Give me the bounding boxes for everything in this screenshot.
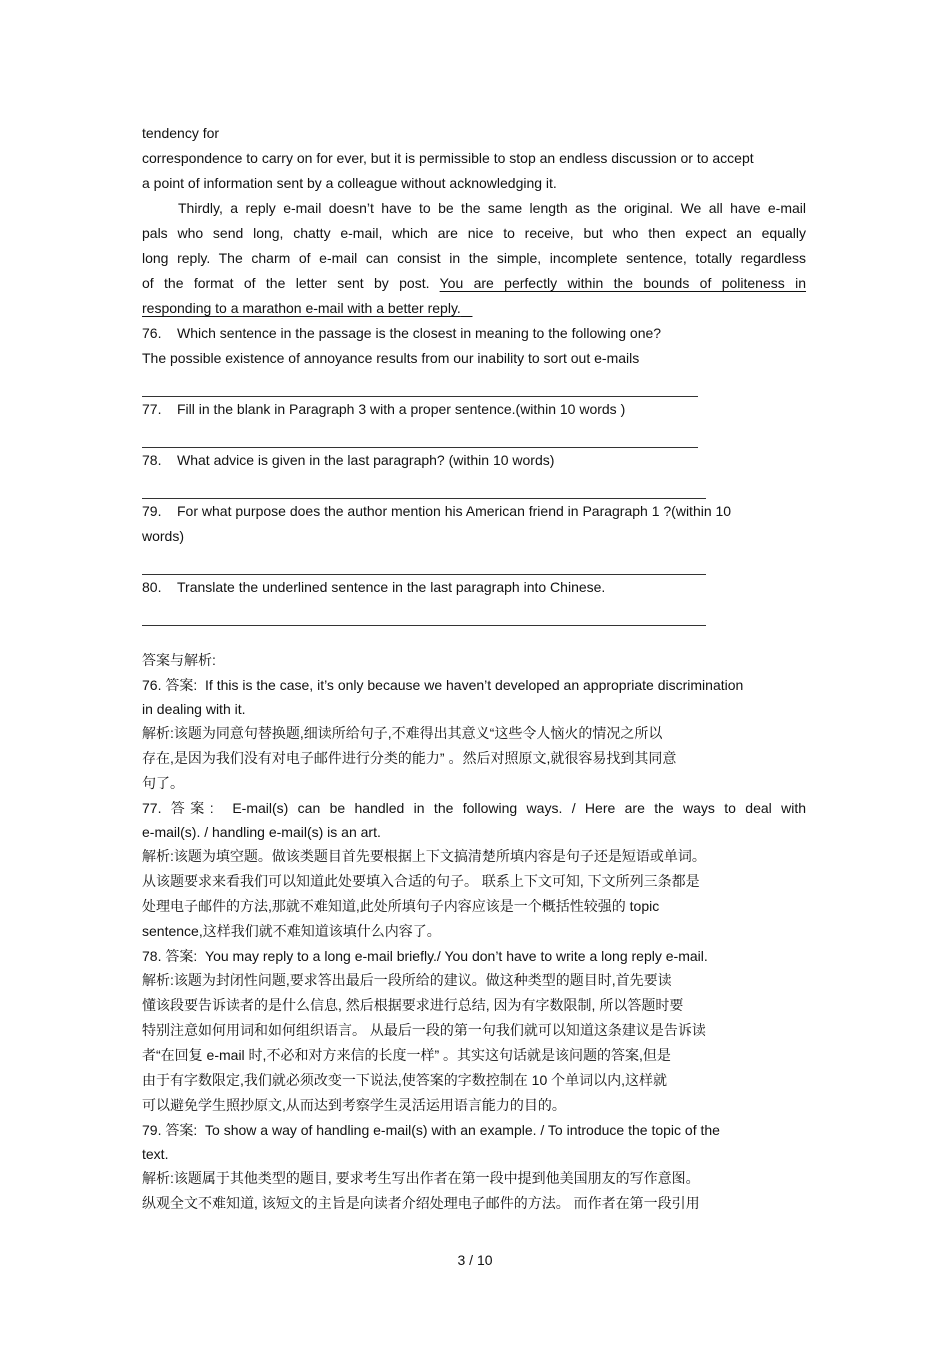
- answer-label: 78. 答案:: [142, 948, 198, 964]
- answer-text: You may reply to a long e-mail briefly./ You don’t have to write a long reply e-mail.: [205, 948, 708, 964]
- passage-line: [142, 296, 806, 321]
- explanation-line: 解析:该题为封闭性问题,要求答出最后一段所给的建议。做这种类型的题目时,首先要读: [142, 972, 672, 988]
- explanation-line: 存在,是因为我们没有对电子邮件进行分类的能力” 。然后对照原文,就很容易找到其同意: [142, 750, 677, 766]
- question-77: [142, 397, 806, 422]
- passage-line: tendency for: [142, 125, 220, 141]
- page-number: 3 / 10: [457, 1252, 493, 1268]
- question-80: [142, 575, 806, 600]
- answer-text: E-mail(s) can be handled in the following ways. / Here are the ways to deal with: [232, 800, 806, 816]
- underlined-sentence: responding to a marathon e-mail with a better reply.: [142, 300, 461, 316]
- question-number: 79.: [142, 503, 162, 519]
- answer-78: [142, 944, 806, 968]
- explanation-line: 特别注意如何用词和如何组织语言。 从最后一段的第一句我们就可以知道这条建议是告诉读: [142, 1022, 706, 1038]
- page-content: [142, 121, 806, 1216]
- underlined-sentence: You are perfectly within the bounds of politeness in: [439, 275, 807, 291]
- answer-text: If this is the case, it’s only because we haven’t developed an appropriate discrimination: [205, 677, 744, 693]
- answer-76-cont: in dealing with it.: [142, 701, 246, 717]
- passage-line: Thirdly, a reply e-mail doesn’t have to be the same length as the original. We all have e-mail: [178, 200, 806, 216]
- explanation-line: 者“在回复 e-mail 时,不必和对方来信的长度一样” 。其实这句话就是该问题的答案,但是: [142, 1047, 671, 1063]
- explanation-line: 纵观全文不难知道, 该短文的主旨是向读者介绍处理电子邮件的方法。 而作者在第一段引用: [142, 1195, 700, 1211]
- answer-blank-76[interactable]: [142, 371, 698, 397]
- answer-blank-77[interactable]: [142, 422, 698, 448]
- passage-line: a point of information sent by a colleague without acknowledging it.: [142, 175, 557, 191]
- explanation-line: 由于有字数限定,我们就必须改变一下说法,使答案的字数控制在 10 个单词以内,这样就: [142, 1072, 668, 1088]
- question-number: 76.: [142, 325, 162, 341]
- passage-text: of the format of the letter sent by post.: [142, 275, 440, 291]
- question-number: 77.: [142, 401, 162, 417]
- explanation-line: 解析:该题为填空题。做该类题目首先要根据上下文搞清楚所填内容是句子还是短语或单词。: [142, 848, 706, 864]
- explanation-line: 可以避免学生照抄原文,从而达到考察学生灵活运用语言能力的目的。: [142, 1097, 566, 1113]
- answer-label: 77. 答案:: [142, 800, 214, 816]
- answer-blank-79[interactable]: [142, 549, 706, 575]
- explanation-line: 处理电子邮件的方法,那就不难知道,此处所填句子内容应该是一个概括性较强的 topic: [142, 898, 660, 914]
- question-text: For what purpose does the author mention his American friend in Paragraph 1 ?(within 10: [177, 503, 732, 519]
- answers-heading: 答案与解析:: [142, 652, 216, 668]
- question-text: Translate the underlined sentence in the last paragraph into Chinese.: [177, 579, 606, 595]
- answer-text: To show a way of handling e-mail(s) with an example. / To introduce the topic of the: [205, 1122, 720, 1138]
- answer-blank-78[interactable]: [142, 473, 706, 499]
- passage-line: pals who send long, chatty e-mail, which are nice to receive, but who then expect an equally: [142, 225, 806, 241]
- explanation-line: 从该题要求来看我们可以知道此处要填入合适的句子。 联系上下文可知, 下文所列三条都是: [142, 873, 700, 889]
- answer-blank-80[interactable]: [142, 600, 706, 626]
- explanation-line: 句了。: [142, 775, 184, 791]
- question-number: 80.: [142, 579, 162, 595]
- passage-line: long reply. The charm of e-mail can consist in the simple, incomplete sentence, totally regardless: [142, 250, 806, 266]
- explanation-line: 懂该段要告诉读者的是什么信息, 然后根据要求进行总结, 因为有字数限制, 所以答题时要: [142, 997, 684, 1013]
- question-78: [142, 448, 806, 473]
- question-76-sentence: The possible existence of annoyance results from our inability to sort out e-mails: [142, 350, 640, 366]
- question-text: What advice is given in the last paragraph? (within 10 words): [177, 452, 555, 468]
- answer-79-cont: text.: [142, 1146, 169, 1162]
- question-number: 78.: [142, 452, 162, 468]
- explanation-line: 解析:该题为同意句替换题,细读所给句子,不难得出其意义“这些令人恼火的情况之所以: [142, 725, 663, 741]
- question-76: [142, 321, 806, 346]
- passage-line: correspondence to carry on for ever, but it is permissible to stop an endless discussion or to accept: [142, 150, 754, 166]
- passage-line: [142, 271, 806, 296]
- answer-79: [142, 1118, 806, 1142]
- answer-77-cont: e-mail(s). / handling e-mail(s) is an art.: [142, 824, 381, 840]
- explanation-line: 解析:该题属于其他类型的题目, 要求考生写出作者在第一段中提到他美国朋友的写作意图。: [142, 1170, 700, 1186]
- answer-76: [142, 673, 806, 697]
- question-79: [142, 499, 806, 524]
- question-text: Fill in the blank in Paragraph 3 with a proper sentence.(within 10 words ): [177, 401, 626, 417]
- answer-label: 76. 答案:: [142, 677, 198, 693]
- answer-label: 79. 答案:: [142, 1122, 198, 1138]
- question-text: Which sentence in the passage is the closest in meaning to the following one?: [177, 325, 662, 341]
- question-79-cont: words): [142, 528, 185, 544]
- answer-77: [142, 796, 806, 820]
- explanation-line: sentence,这样我们就不难知道该填什么内容了。: [142, 923, 441, 939]
